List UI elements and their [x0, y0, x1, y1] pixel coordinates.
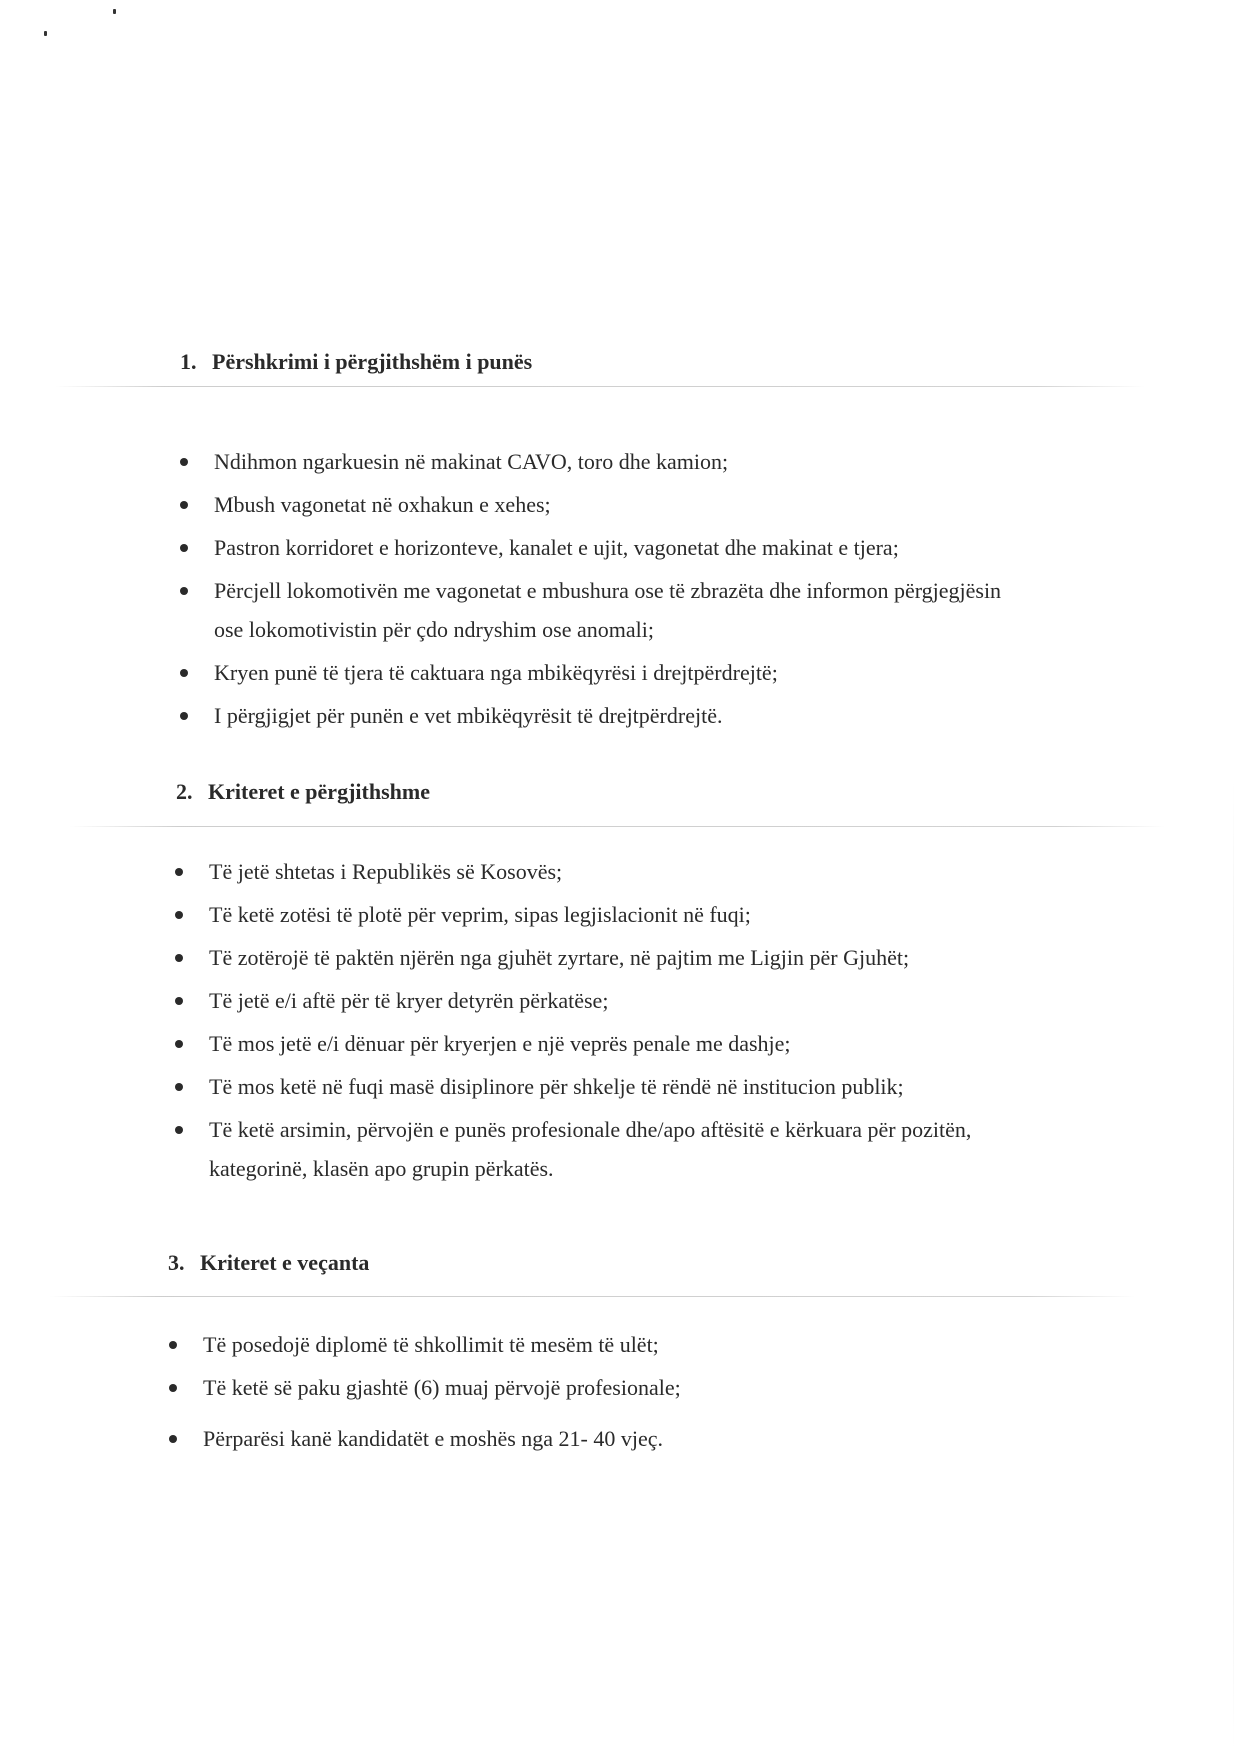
list-item — [172, 1024, 971, 1063]
list-item-text: Ndihmon ngarkuesin në makinat CAVO, toro dhe kamion; — [214, 449, 729, 474]
section-title: Përshkrimi i përgjithshëm i punës — [212, 349, 533, 374]
list-item-text: Të jetë e/i aftë për të kryer detyrën përkatëse; — [209, 988, 609, 1013]
bullet-icon — [175, 1126, 183, 1134]
list-item — [177, 528, 1001, 567]
list-item-continuation: ose lokomotivistin për çdo ndryshim ose anomali; — [214, 617, 654, 642]
section-3-list — [166, 1325, 681, 1462]
list-item — [166, 1419, 681, 1458]
section-title: Kriteret e përgjithshme — [208, 779, 430, 804]
bullet-icon — [175, 1083, 183, 1091]
section-number: 3. — [168, 1250, 185, 1275]
section-divider — [55, 386, 1145, 387]
list-item — [172, 1110, 971, 1188]
section-3-heading — [168, 1250, 369, 1276]
list-item — [172, 938, 971, 977]
bullet-icon — [180, 712, 188, 720]
list-item — [172, 1067, 971, 1106]
list-item-text: Të ketë së paku gjashtë (6) muaj përvojë profesionale; — [203, 1375, 681, 1400]
list-item-text: Të mos jetë e/i dënuar për kryerjen e një veprës penale me dashje; — [209, 1031, 791, 1056]
list-item-text: Të jetë shtetas i Republikës së Kosovës; — [209, 859, 563, 884]
list-item-continuation: kategorinë, klasën apo grupin përkatës. — [209, 1156, 554, 1181]
bullet-icon — [175, 868, 183, 876]
bullet-icon — [175, 1040, 183, 1048]
section-number: 1. — [180, 349, 197, 374]
section-number: 2. — [176, 779, 193, 804]
list-item — [172, 981, 971, 1020]
bullet-icon — [169, 1435, 177, 1443]
bullet-icon — [175, 997, 183, 1005]
bullet-icon — [180, 544, 188, 552]
section-divider — [50, 1296, 1135, 1297]
scan-edge-line — [1233, 780, 1234, 1750]
list-item — [177, 485, 1001, 524]
section-1-list — [177, 442, 1001, 739]
list-item — [177, 653, 1001, 692]
bullet-icon — [180, 458, 188, 466]
scan-speck — [113, 9, 116, 14]
list-item — [177, 442, 1001, 481]
bullet-icon — [180, 587, 188, 595]
list-item — [172, 895, 971, 934]
section-title: Kriteret e veçanta — [200, 1250, 370, 1275]
list-item-text: Pastron korridoret e horizonteve, kanalet e ujit, vagonetat dhe makinat e tjera; — [214, 535, 899, 560]
list-item-text: Të mos ketë në fuqi masë disiplinore për shkelje të rëndë në institucion publik; — [209, 1074, 904, 1099]
list-item — [166, 1368, 681, 1407]
list-item-text: Kryen punë të tjera të caktuara nga mbikëqyrësi i drejtpërdrejtë; — [214, 660, 778, 685]
list-item-text: Të ketë arsimin, përvojën e punës profesionale dhe/apo aftësitë e kërkuara për pozitën, — [209, 1117, 972, 1142]
section-divider — [70, 826, 1165, 827]
list-item-text: Të zotërojë të paktën njërën nga gjuhët zyrtare, në pajtim me Ligjin për Gjuhët; — [209, 945, 910, 970]
section-2-list — [172, 852, 971, 1192]
list-item-text: I përgjigjet për punën e vet mbikëqyrësit të drejtpërdrejtë. — [214, 703, 723, 728]
bullet-icon — [180, 501, 188, 509]
list-item-text: Mbush vagonetat në oxhakun e xehes; — [214, 492, 551, 517]
bullet-icon — [169, 1384, 177, 1392]
bullet-icon — [175, 911, 183, 919]
bullet-icon — [180, 669, 188, 677]
bullet-icon — [169, 1341, 177, 1349]
list-item-text: Të ketë zotësi të plotë për veprim, sipas legjislacionit në fuqi; — [209, 902, 751, 927]
list-item-text: Përcjell lokomotivën me vagonetat e mbushura ose të zbrazëta dhe informon përgjegjësin — [214, 578, 1002, 603]
list-item — [166, 1325, 681, 1364]
scan-speck — [44, 31, 47, 36]
list-item — [177, 696, 1001, 735]
bullet-icon — [175, 954, 183, 962]
list-item-text: Përparësi kanë kandidatët e moshës nga 21- 40 vjeç. — [203, 1426, 664, 1451]
list-item-text: Të posedojë diplomë të shkollimit të mesëm të ulët; — [203, 1332, 659, 1357]
section-1-heading — [180, 349, 532, 375]
list-item — [177, 571, 1001, 649]
section-2-heading — [176, 779, 430, 805]
list-item — [172, 852, 971, 891]
